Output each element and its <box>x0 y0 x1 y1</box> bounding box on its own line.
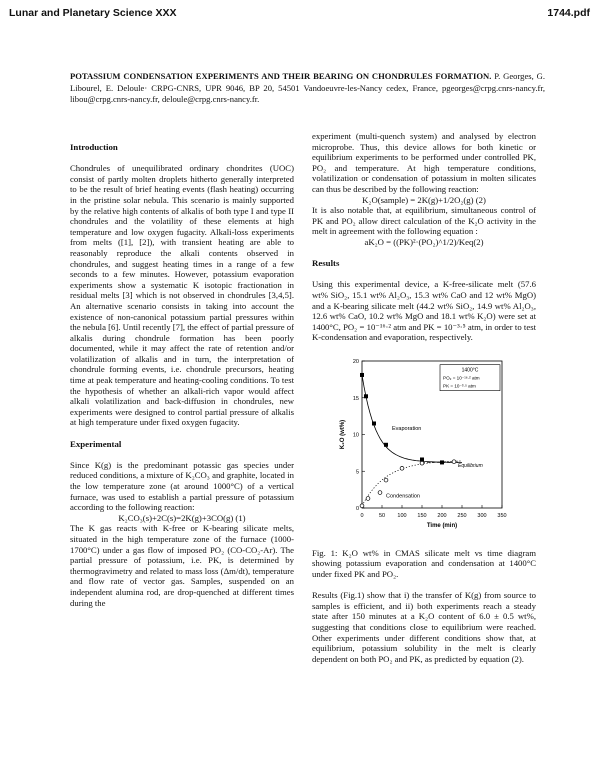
experimental-paragraph-2: The K gas reacts with K-free or K-bearing silicate melts, situated in the high temperature zone of the furnace (1000-1700°C) under a gas flow of imposed PO₂ (CO-CO₂-Ar). The partial pressure of potassium, i.e. PK, is determined by thermogravimetry and related to mass loss (Δm/dt), temperature and flow rate of vector gas. Samples, suspended on an independent alumina rod, are drop-quenched at different times during the <box>70 523 294 608</box>
x-axis-label: Time (min) <box>426 522 458 529</box>
annotation-equilibrium: Equilibrium <box>458 462 483 469</box>
evaporation-point <box>420 457 424 461</box>
equation-2: K₂O(sample) = 2K(g)+1/2O₂(g) (2) <box>362 194 486 205</box>
introduction-paragraph: Chondrules of unequilibrated ordinary chondrites (UOC) consist of partly molten droplets hitherto generally interpreted to be the result of brief heating events (flash heating) occurring in the pristine solar nebula. This scenario is mainly supported by the relative high contents of alkalis of both type I and type II chondrules and the volatility of these elements at high temperature and low oxygen fugacity. Alkali-loss experiments from melts ([1], [2]), with transient heating are able to reasonably reproduce the alkali contents observed in chondrules, and suggest heating times in a range of a few seconds to a few minutes. However, potassium evaporation experiments show a systematic K isotopic fractionation in residual melts [3] which is not observed in chondrules [3,4,5]. An alternative scenario consists in taking into account the existence of non-canonical potassium partial pressures within the nebula [6]. Until recently [7], the effect of partial pressure of alkalis during chondrule formation has been poorly documented, while it may affect the rate of retention and/or volatilization of alkalis and in turn, the interpretation of chondrule forming events, i.e. chondrule precursors, heating time at peak temperature and heating-cooling conditions. To test the hypothesis of whether an alkali-rich vapor would affect alkali volatilization and back-diffusion in chondrules, new experiments were designed to control partial pressure of alkalis at high temperature under fixed oxygen fugacity. <box>70 163 294 428</box>
y-axis-label: K₂O (wt%) <box>340 419 346 450</box>
y-tick-label: 10 <box>352 432 359 439</box>
figure-1-caption: Fig. 1: K₂O wt% in CMAS silicate melt vs time diagram showing potassium evaporation and condensation at 1400°C under fixed PK and PO₂. <box>312 547 536 580</box>
x-tick-label: 250 <box>457 512 467 519</box>
condensation-point <box>400 466 404 470</box>
condensation-point <box>366 496 370 500</box>
x-tick-label: 200 <box>437 512 447 519</box>
evaporation-point <box>372 421 376 425</box>
x-tick-label: 350 <box>497 512 507 519</box>
introduction-heading: Introduction <box>70 142 118 152</box>
running-header-right: 1744.pdf <box>547 7 590 19</box>
paper-authors: P. Georges, G. Libourel, E. Deloule· CRPG-CNRS, UPR 9046, BP 20, 54501 Vandoeuvre-les-Nancy cedex, France, pgeorges@crpg.cnrs-nancy.fr, libou@crpg.cnrs-nancy.fr, deloule@crpg.cnrs-nancy.fr. <box>70 71 545 104</box>
equation-1: K₂CO₃(s)+2C(s)=2K(g)+3CO(g) (1) <box>118 512 246 523</box>
figure-1-chart <box>312 343 536 548</box>
paper-title-block <box>70 71 545 106</box>
x-tick-label: 150 <box>417 512 427 519</box>
left-column <box>70 142 294 608</box>
y-tick-label: 0 <box>355 505 359 512</box>
annotation-condensation: Condensation <box>386 493 420 500</box>
condensation-point <box>452 460 456 464</box>
equation-3: aK₂O = ((PK)²·(PO₂)^1/2)/Keq(2) <box>364 236 484 247</box>
y-tick-label: 15 <box>352 395 359 402</box>
x-tick-label: 300 <box>477 512 487 519</box>
results-paragraph: Using this experimental device, a K-free-silicate melt (57.6 wt% SiO₂, 15.1 wt% Al₂O₃, 15.3 wt% CaO and 12 wt% MgO) and a K-bearing silicate melt (44.2 wt% SiO₂, 14.9 wt% Al₂O₃, 12.6 wt% CaO, 10.2 wt% MgO and 18.1 wt% K₂O) were set at 1400°C, PO₂ = 10⁻¹⁶·² atm and PK = 10⁻³·⁵ atm, in order to test K-condensation and evaporation, respectively. <box>312 279 536 343</box>
condensation-point <box>384 478 388 482</box>
results-heading: Results <box>312 258 340 269</box>
conclusion-paragraph: Results (Fig.1) show that i) the transfer of K(g) from source to samples is efficient, and ii) both experiments reach a steady state after 150 minutes at a K₂O content of 6.0 ± 0.5 wt%, suggesting that conditions close to equilibrium were reached. Other experiments under different conditions show that, at equilibrium, potassium solubility in the melt is clearly dependent on both PO₂ and PK, as predicted by equation (2). <box>312 590 536 664</box>
condensation-point <box>360 504 364 508</box>
evaporation-point <box>440 460 444 464</box>
evaporation-point <box>384 443 388 447</box>
experimental-paragraph-1: Since K(g) is the predominant potassic gas species under reduced conditions, a mixture of K₂CO₃ and graphite, located in the low temperature zone (at around 1000°C) of a vertical furnace, was used to establish a partial pressure of potassium according to the following reaction: <box>70 459 294 513</box>
running-header-left: Lunar and Planetary Science XXX <box>9 7 177 19</box>
x-tick-label: 100 <box>397 512 407 519</box>
right-column <box>312 131 536 664</box>
activity-paragraph: It is also notable that, at equilibrium, simultaneous control of PK and PO₂ allow direct calculation of the K₂O activity in the melt in agreement with the following equation : <box>312 205 536 237</box>
y-tick-label: 20 <box>352 358 359 365</box>
legend-temperature: 1400°C <box>461 367 479 374</box>
condensation-point <box>420 461 424 465</box>
x-tick-label: 50 <box>378 512 386 519</box>
continued-paragraph: experiment (multi-quench system) and analysed by electron microprobe. Thus, this device allows for both kinetic or equilibrium experiments to be performed under controlled PK, PO₂ and temperature. At high temperature conditions, volatilization or condensation of potassium in molten silicates can thus be described by the following reaction: <box>312 131 536 194</box>
paper-title: POTASSIUM CONDENSATION EXPERIMENTS AND THEIR BEARING ON CHONDRULES FORMATION. <box>70 71 492 81</box>
evaporation-point <box>360 373 364 377</box>
x-tick-label: 0 <box>360 512 364 519</box>
evaporation-point <box>364 394 368 398</box>
legend-po2: PO₂ = 10⁻¹⁶·² atm <box>443 375 480 381</box>
experimental-heading: Experimental <box>70 438 122 449</box>
y-tick-label: 5 <box>355 469 359 476</box>
annotation-evaporation: Evaporation <box>392 425 422 432</box>
legend-pk: PK = 10⁻³·⁵ atm <box>443 383 476 389</box>
condensation-point <box>378 491 382 495</box>
chart-svg <box>312 343 536 548</box>
